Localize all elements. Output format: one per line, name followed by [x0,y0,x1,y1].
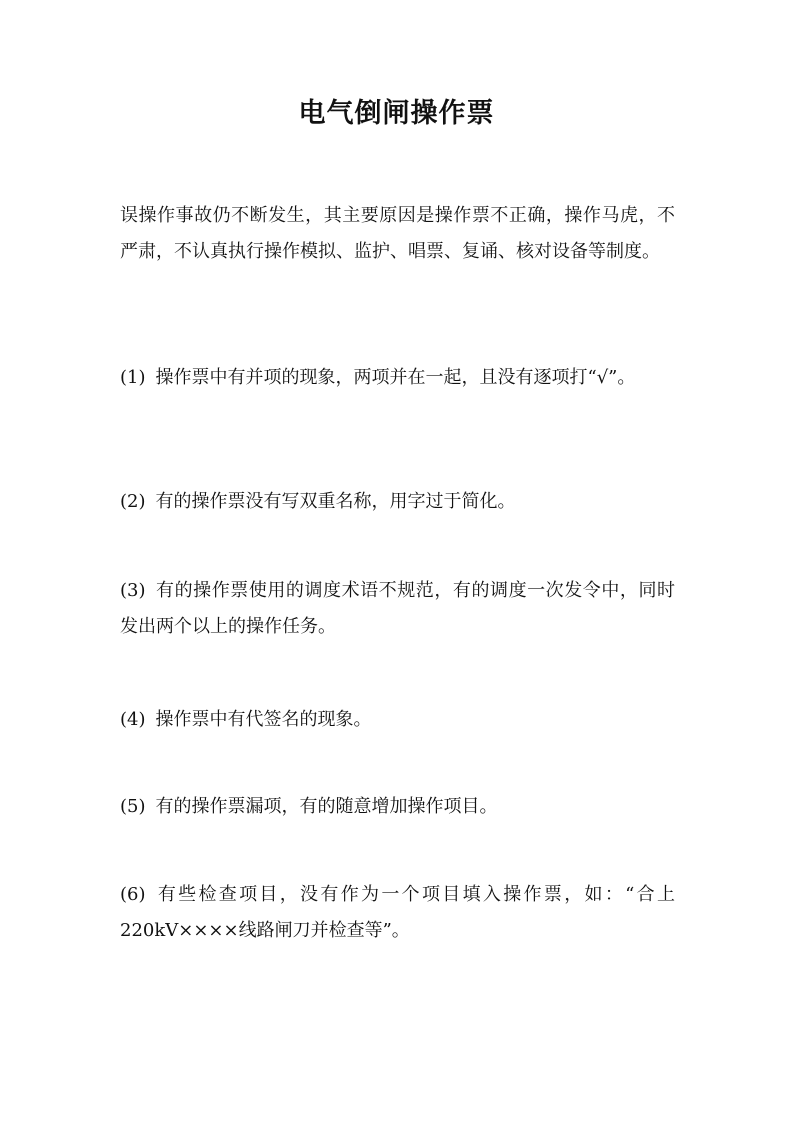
list-item-1 [120,360,675,396]
list-item-text: 操作票中有代签名的现象。 [155,709,372,730]
list-item-text: 有的操作票使用的调度术语不规范，有的调度一次发令中，同时发出两个以上的操作任务。 [120,580,675,637]
list-item-5 [120,789,675,825]
list-item-6 [120,877,675,949]
list-item-text: 有的操作票漏项，有的随意增加操作项目。 [155,796,498,817]
list-item-text: 操作票中有并项的现象，两项并在一起，且没有逐项打“√”。 [155,367,636,388]
list-item-number: (3) [120,580,146,601]
list-item-text: 有些检查项目，没有作为一个项目填入操作票，如：“合上220kV××××线路闸刀并检查等”。 [120,884,675,941]
list-item-number: (1) [120,367,146,388]
list-item-number: (2) [120,491,146,512]
document-title: 电气倒闸操作票 [298,98,495,129]
list-item-2 [120,484,675,520]
intro-paragraph: 误操作事故仍不断发生，其主要原因是操作票不正确，操作马虎，不严肃，不认真执行操作模拟、监护、唱票、复诵、核对设备等制度。 [120,205,675,262]
list-item-text: 有的操作票没有写双重名称，用字过于简化。 [155,491,516,512]
list-item-4 [120,702,675,738]
list-item-number: (6) [120,884,146,905]
list-item-3 [120,573,675,645]
list-item-number: (4) [120,709,146,730]
list-item-number: (5) [120,796,146,817]
